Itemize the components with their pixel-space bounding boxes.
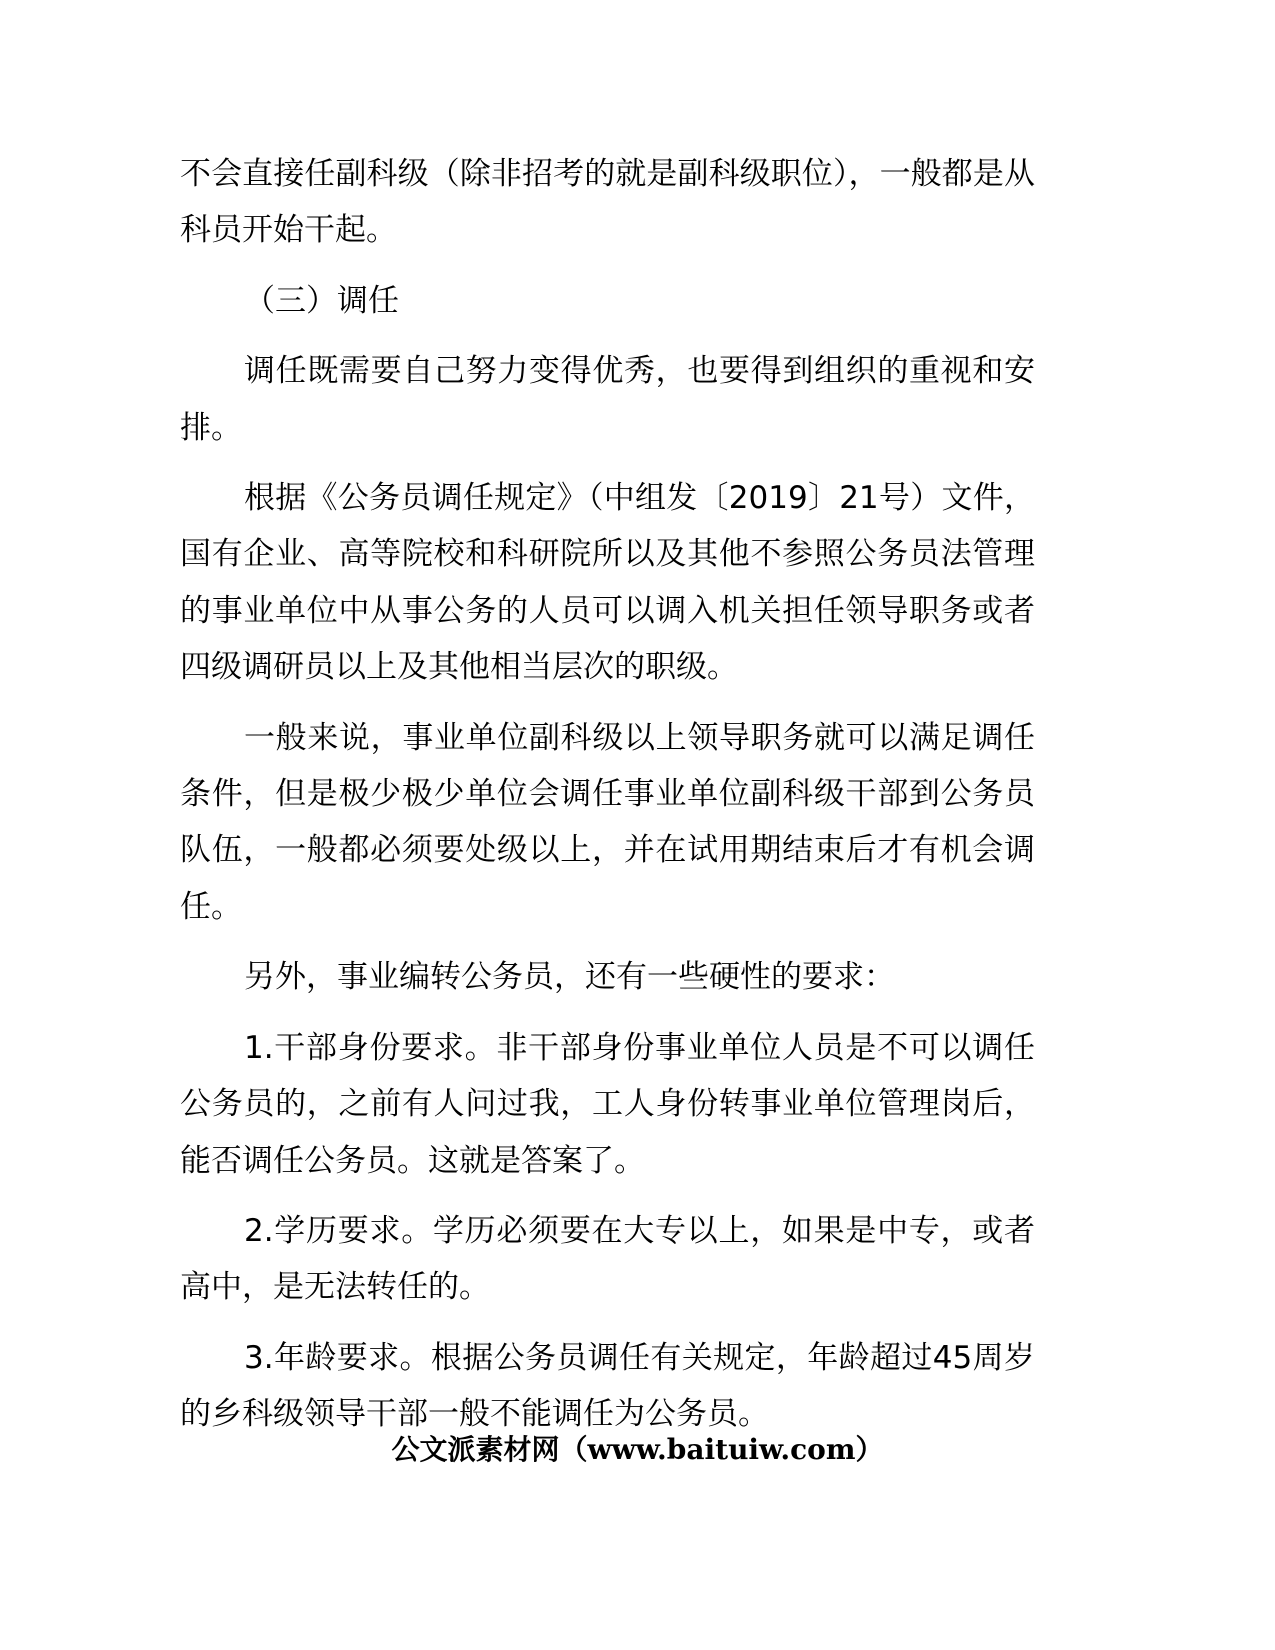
list-item-paragraph: 2.学历要求。学历必须要在大专以上，如果是中专，或者高中，是无法转任的。 (180, 1212, 1035, 1306)
paragraph-continuation: 不会直接任副科级（除非招考的就是副科级职位），一般都是从科员开始干起。 (180, 156, 1035, 249)
paragraph: 另外，事业编转公务员，还有一些硬性的要求： (244, 959, 895, 996)
section-heading: （三）调任 (244, 282, 399, 319)
list-item-paragraph: 1.干部身份要求。非干部身份事业单位人员是不可以调任公务员的，之前有人问过我，工人身份转事业单位管理岗后，能否调任公务员。这就是答案了。 (180, 1029, 1035, 1179)
document-body (180, 146, 1035, 1457)
paragraph: 调任既需要自己努力变得优秀，也要得到组织的重视和安排。 (180, 353, 1035, 446)
paragraph: 一般来说，事业单位副科级以上领导职务就可以满足调任条件，但是极少极少单位会调任事业单位副科级干部到公务员队伍，一般都必须要处级以上，并在试用期结束后才有机会调任。 (180, 719, 1035, 925)
page-footer: 公文派素材网（www.baituiw.com） (391, 1433, 884, 1466)
list-item-paragraph: 3.年龄要求。根据公务员调任有关规定，年龄超过45周岁的乡科级领导干部一般不能调任为公务员。 (180, 1339, 1035, 1433)
paragraph: 根据《公务员调任规定》（中组发〔2019〕21号）文件，国有企业、高等院校和科研院所以及其他不参照公务员法管理的事业单位中从事公务的人员可以调入机关担任领导职务或者四级调研员以上及其他相当层次的职级。 (180, 480, 1035, 686)
